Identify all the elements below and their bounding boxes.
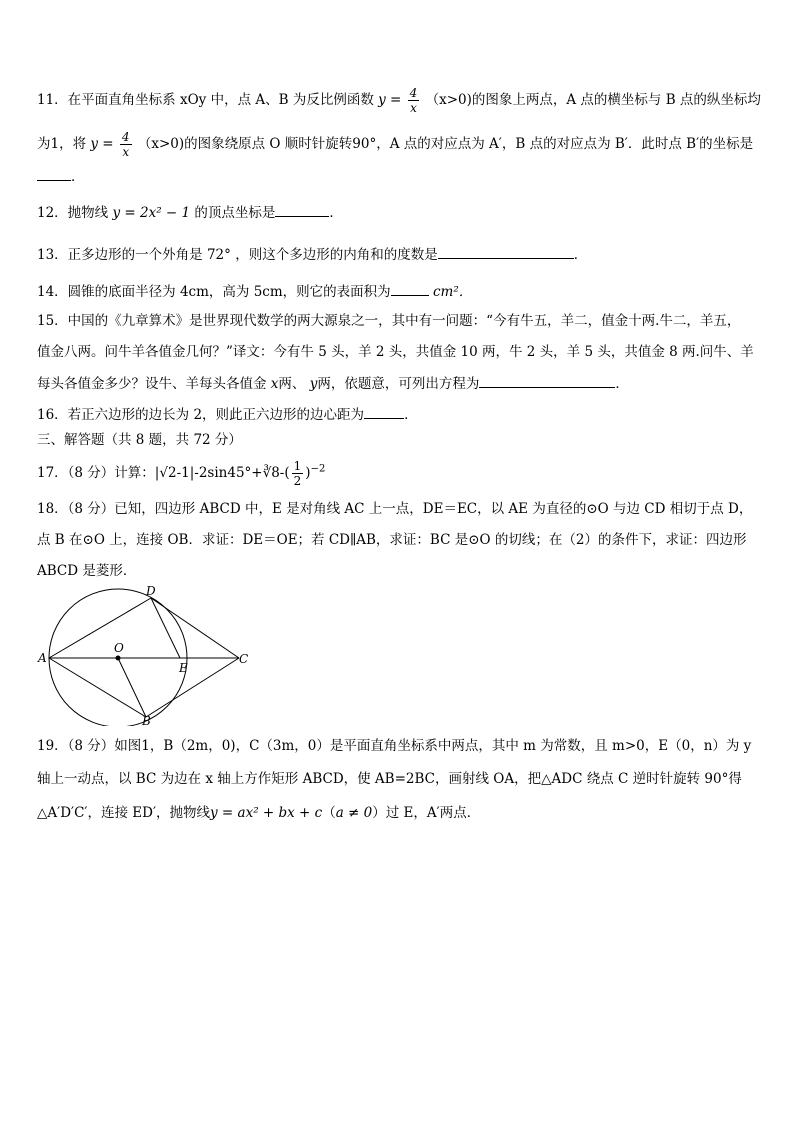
q17-text-f: ) — [305, 465, 311, 481]
q15-answer-blank[interactable] — [479, 373, 615, 388]
segment-dc — [151, 598, 239, 658]
q11-text-3: ． — [71, 169, 85, 185]
q16-text-a: 16．若正六边形的边长为 2，则此正六边形的边心距为 — [37, 407, 365, 423]
q12-line — [37, 202, 767, 223]
q13-text-b: ． — [573, 247, 588, 263]
q19-parabola: y = ax² + bx + c — [210, 805, 323, 821]
q15-var-x: x — [270, 376, 279, 392]
q15-line-3 — [37, 373, 767, 394]
q15-text-2: 值金八两。问牛羊各值金几何？”译文：今有牛 5 头，羊 2 头，共值金 10 两，牛 2 头，羊 5 头，共值金 8 两.问牛、羊 — [37, 344, 754, 360]
q18-text-1: 18．（8 分）已知，四边形 ABCD 中，E 是对角线 AC 上一点，DE＝EC，以 AE 为直径的⊙O 与边 CD 相切于点 D， — [37, 501, 753, 517]
label-d: D — [146, 584, 156, 598]
label-e: E — [179, 661, 188, 675]
q11-line-3 — [37, 166, 767, 187]
q19-condition: a ≠ 0 — [335, 805, 373, 821]
section-3-title: 三、解答题（共 8 题，共 72 分） — [37, 432, 242, 448]
segment-bc — [146, 658, 239, 717]
q15-text-3a: 每头各值金多少？设牛、羊每头各值金 — [37, 376, 267, 392]
q12-text-b: 的顶点坐标是 — [194, 205, 276, 221]
q11-line-1 — [37, 86, 767, 115]
q18-line-1 — [37, 499, 767, 519]
q11-text-2a: 为1，将 — [37, 136, 87, 152]
q11-fraction — [408, 86, 420, 115]
q11-answer-blank[interactable] — [37, 166, 71, 181]
q15-line-1 — [37, 311, 767, 331]
q16-line — [37, 404, 767, 425]
q11-func-y: y = — [378, 92, 402, 108]
q18-line-2 — [37, 530, 767, 550]
q19-line-1 — [37, 736, 767, 756]
point-o — [116, 656, 121, 661]
q17-line — [37, 459, 767, 488]
q19-text-1: 19．（8 分）如图1，B（2m，0)，C（3m，0）是平面直角坐标系中两点，其中 m 为常数，且 m>0，E（0，n）为 y — [37, 738, 752, 754]
q13-line — [37, 244, 767, 265]
q12-equation: y = 2x² − 1 — [112, 205, 191, 221]
q19-text-3c: ）过 E，A′两点． — [372, 805, 481, 821]
q19-text-3a: △A′D′C′，连接 ED′，抛物线 — [37, 805, 211, 821]
q17-half-num: 1 — [293, 459, 302, 473]
label-b: B — [142, 714, 151, 726]
label-c: C — [239, 652, 249, 666]
q11-text-1a: 11．在平面直角坐标系 xOy 中，点 A、B 为反比例函数 — [37, 92, 374, 108]
q17-text-e: -( — [279, 465, 290, 481]
q17-sqrt2: √2 — [159, 465, 177, 481]
q19-line-2 — [37, 769, 767, 789]
q15-text-3d: ． — [615, 376, 629, 392]
q14-text-a: 14．圆锥的底面半径为 4cm，高为 5cm，则它的表面积为 — [37, 284, 391, 300]
q11-func-y-2: y = — [90, 136, 114, 152]
q17-exponent: −2 — [310, 463, 326, 475]
geometry-figure — [34, 584, 252, 726]
section-3-heading — [37, 430, 767, 450]
q15-line-2 — [37, 342, 767, 362]
q17-text-a: 17．（8 分）计算：| — [37, 465, 160, 481]
q14-line — [37, 281, 767, 302]
q19-text-3b: （ — [322, 805, 336, 821]
q11-text-2c: （x>0)的图象绕原点 O 顺时针旋转90°，A 点的对应点为 A′，B 点的对应点为 B′．此时点 B′的坐标是 — [137, 136, 754, 152]
q11-fraction-2 — [120, 130, 132, 159]
q19-line-3 — [37, 803, 767, 823]
q11-frac-num: 4 — [409, 86, 418, 100]
label-o: O — [114, 641, 124, 655]
q12-answer-blank[interactable] — [275, 202, 329, 217]
q14-answer-blank[interactable] — [391, 281, 429, 296]
q19-text-2: 轴上一动点，以 BC 为边在 x 轴上方作矩形 ABCD，使 AB=2BC，画射线 OA，把△ADC 绕点 C 逆时针旋转 90°得 — [37, 771, 742, 787]
q18-text-2: 点 B 在⊙O 上，连接 OB．求证：DE＝OE；若 CD∥AB，求证：BC 是⊙O 的切线；在（2）的条件下，求证：四边形 — [37, 532, 747, 548]
q15-text-3b: 两、 — [278, 376, 306, 392]
q11-text-1c: （x>0)的图象上两点，A 点的横坐标与 B 点的纵坐标均 — [425, 92, 761, 108]
q17-cbrt8: ∛8 — [262, 465, 280, 481]
q16-text-b: ． — [404, 407, 418, 423]
segment-ad — [49, 598, 151, 658]
q17-half-fraction — [292, 459, 304, 488]
q11-frac-num-2: 4 — [121, 130, 130, 144]
q15-text-1: 15．中国的《九章算术》是世界现代数学的两大源泉之一，其中有一问题：“今有牛五，羊二，值金十两.牛二，羊五， — [37, 313, 741, 329]
q11-line-2 — [37, 130, 767, 159]
q15-text-3c: 两，依题意，可列出方程为 — [317, 376, 480, 392]
q15-var-y: y — [309, 376, 318, 392]
q12-text-a: 12．抛物线 — [37, 205, 109, 221]
segment-de — [151, 598, 180, 658]
q18-line-3 — [37, 561, 767, 581]
q18-text-3: ABCD 是菱形． — [37, 563, 137, 579]
q17-half-den: 2 — [293, 474, 302, 488]
q16-answer-blank[interactable] — [364, 404, 404, 419]
q13-text-a: 13．正多边形的一个外角是 72° ，则这个多边形的内角和的度数是 — [37, 247, 438, 263]
q11-frac-den-2: x — [122, 145, 130, 159]
q11-frac-den: x — [410, 101, 417, 115]
q17-text-c: -1|-2sin45°+ — [176, 465, 263, 481]
q14-unit: cm²． — [432, 284, 473, 300]
q13-answer-blank[interactable] — [438, 244, 574, 259]
label-a: A — [38, 651, 47, 665]
q12-text-c: ． — [329, 205, 343, 221]
